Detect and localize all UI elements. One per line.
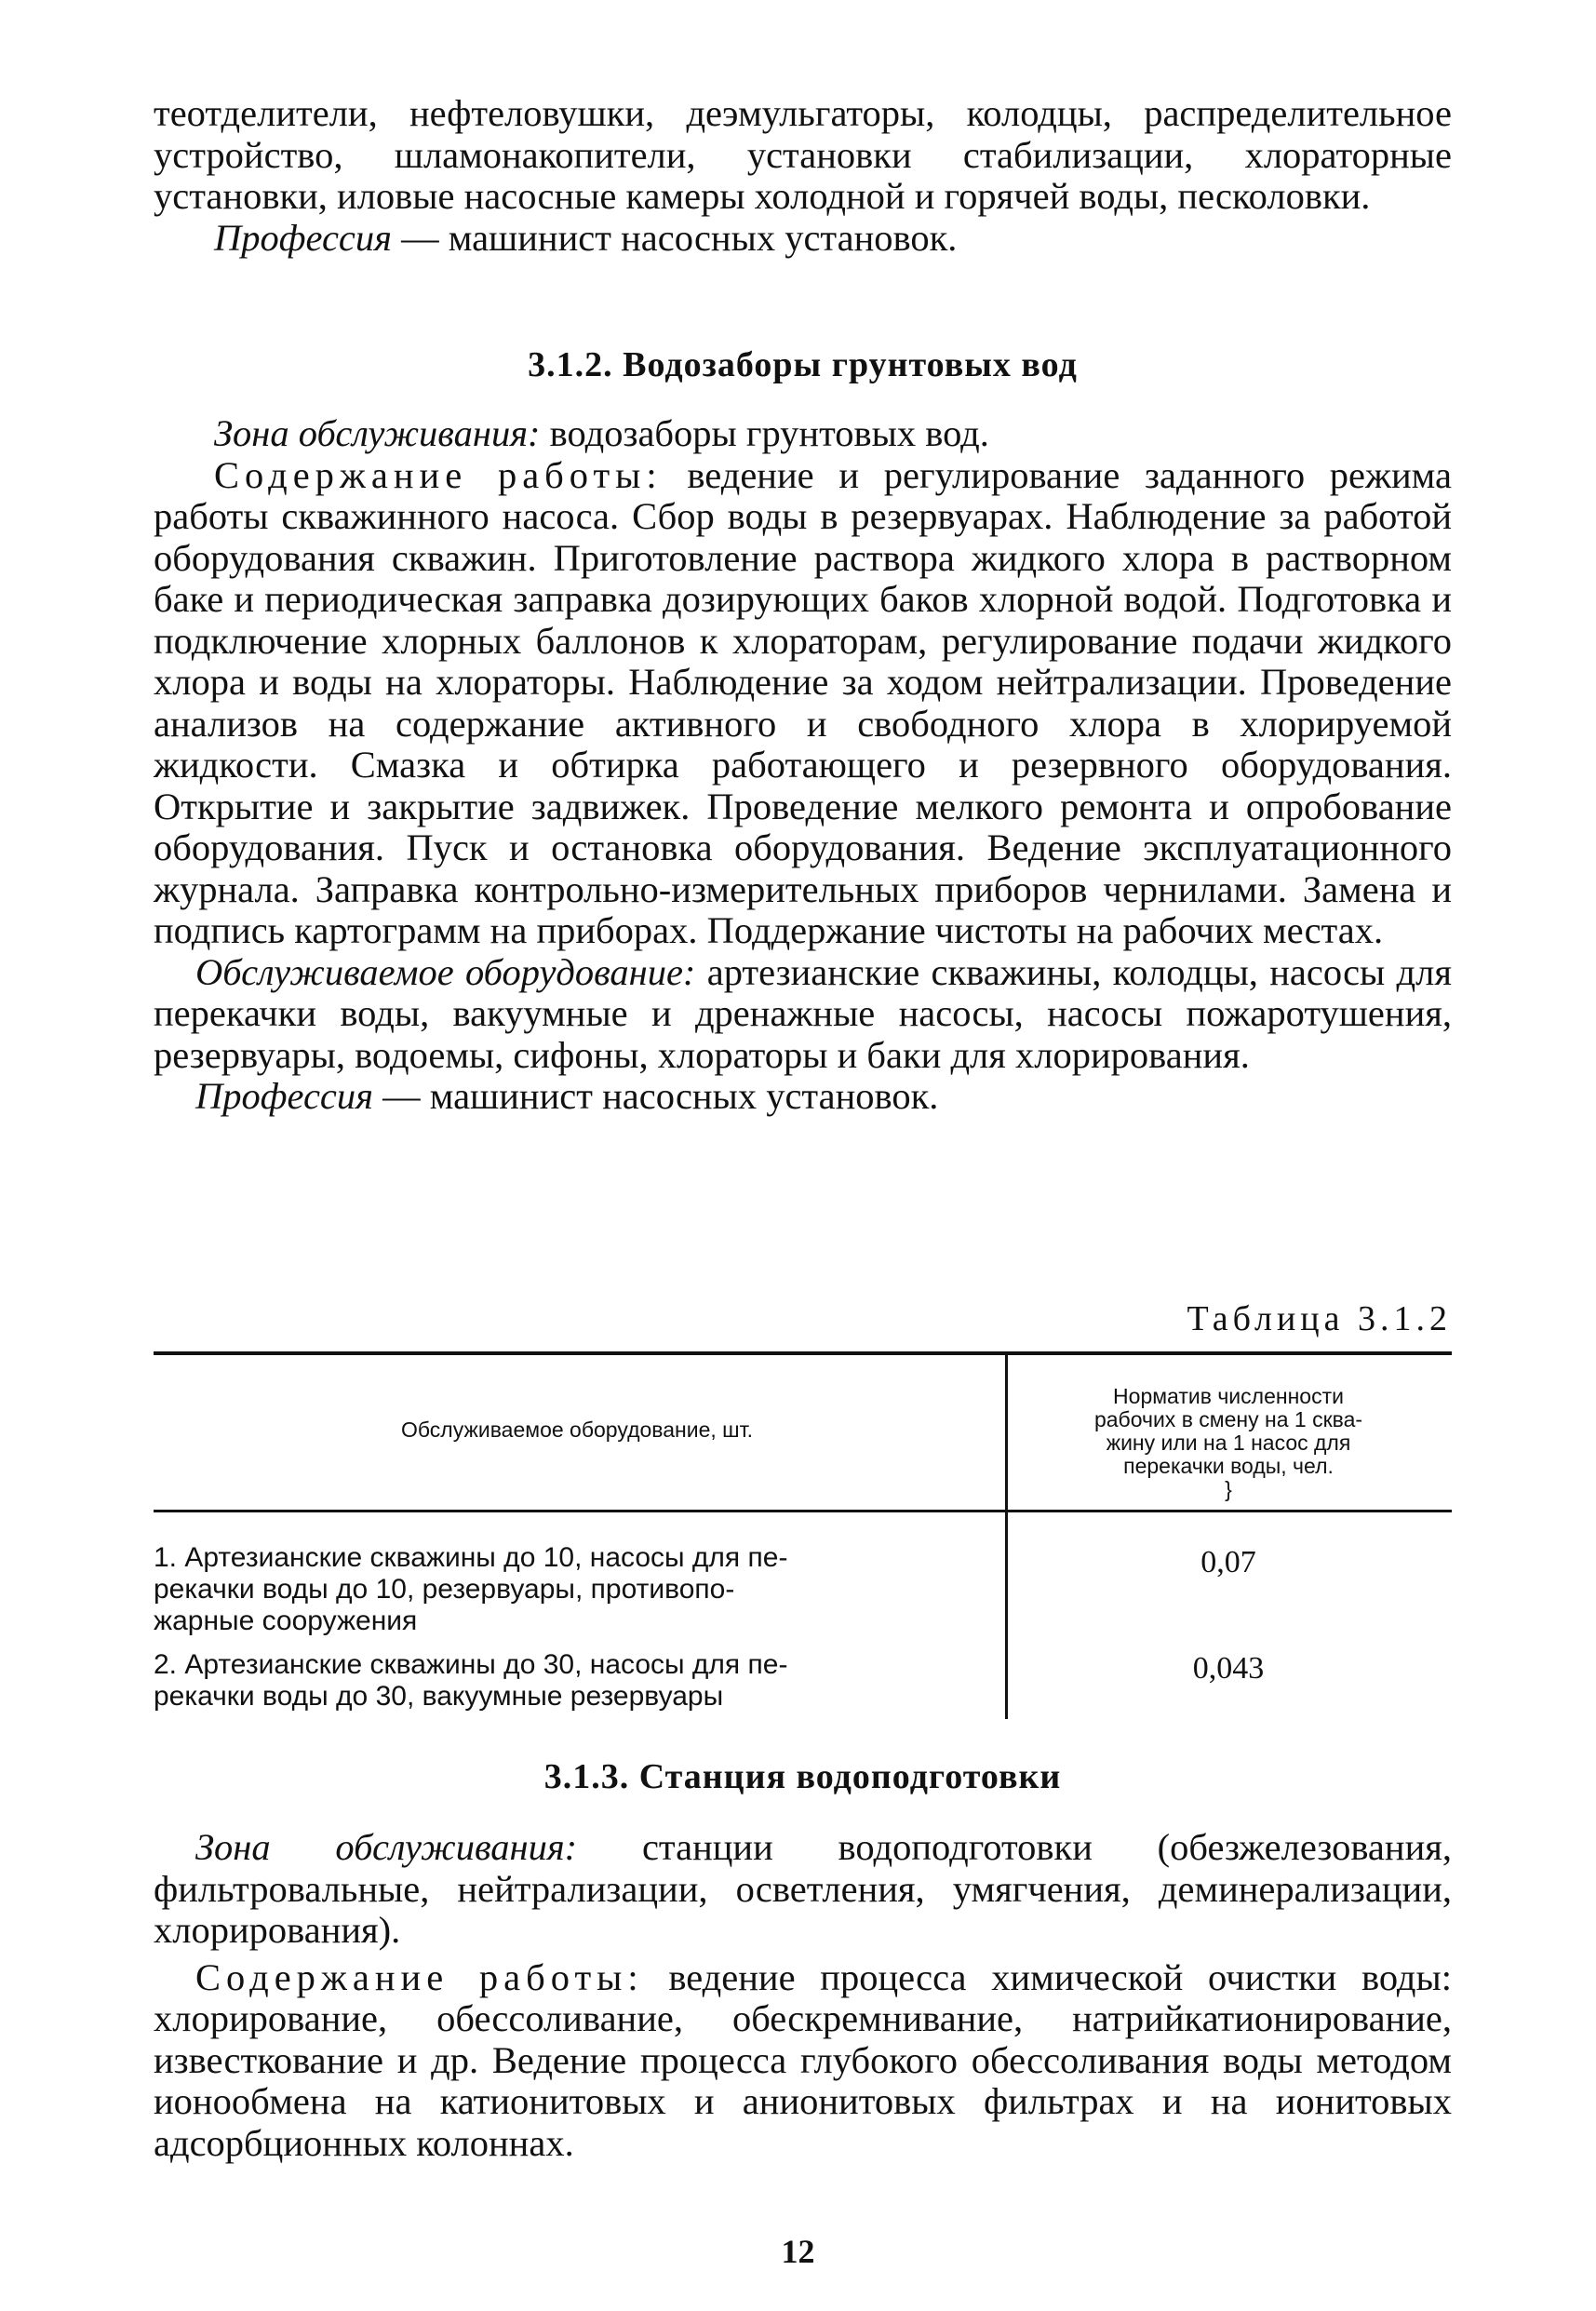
- s2-profession: [154, 1076, 1452, 1118]
- section-3-1-3-heading-block: [154, 1756, 1452, 1797]
- table-col2-header-line: рабочих в смену на 1 сква-: [1093, 1407, 1363, 1431]
- s3-zone-text: станции водоподготовки (обезжелезования, фильтровальные, нейтрализации, осветления, умягчения, деминерализации, хлорирования).: [154, 1826, 1452, 1951]
- section-heading: 3.1.3. Станция водоподготовки: [543, 1757, 1062, 1796]
- s1-profession: [154, 218, 1452, 260]
- s2-zone: [154, 413, 1452, 455]
- section-3-1-3-body: [154, 1827, 1452, 2164]
- page-number: 12: [781, 2233, 815, 2270]
- table-row-line: рекачки воды до 30, вакуумные резервуары: [154, 1681, 724, 1712]
- section-3-1-2-heading-block: [154, 344, 1452, 385]
- top-paragraph: теотделители, нефтеловушки, деэмульгаторы, колодцы, распределительное устройство, шламонакопители, установки стабилизации, хлораторные установки, иловые насосные камеры холодной и горячей воды, песколовки.: [154, 92, 1452, 217]
- s2-content-label: Содержание работы:: [214, 453, 663, 496]
- s2-zone-label: Зона обслуживания:: [214, 412, 541, 454]
- s2-equipment-text: артезианские скважины, колодцы, насосы для перекачки воды, вакуумные и дренажные насосы, насосы пожаротушения, резервуары, водоемы, сифоны, хлораторы и баки для хлорирования.: [154, 950, 1452, 1076]
- top-paragraph-block: [154, 93, 1452, 259]
- table-row-value: 0,043: [1192, 1651, 1265, 1686]
- section-heading: 3.1.2. Водозаборы грунтовых вод: [528, 345, 1078, 384]
- s1-profession-text: — машинист насосных установок.: [391, 216, 958, 259]
- table-row-line: 1. Артезианские скважины до 10, насосы для пе-: [154, 1542, 788, 1573]
- table-header-rule: [154, 1510, 1452, 1512]
- s2-profession-text: — машинист насосных установок.: [372, 1075, 939, 1117]
- s2-profession-label: Профессия: [195, 1075, 373, 1117]
- s2-equipment: [154, 952, 1452, 1077]
- s3-content: [154, 1957, 1452, 2165]
- section-3-1-2-body: [154, 413, 1452, 1118]
- s1-profession-label: Профессия: [214, 216, 392, 259]
- table-3-1-2: [154, 1351, 1452, 1724]
- s2-content: [154, 455, 1452, 952]
- s3-content-text: ведение процесса химической очистки воды: хлорирование, обессоливание, обескремнивание, натрийкатионирование, известкование и др. Ведение процесса глубокого обессоливания воды методом ионообмена на катионитовых и анионитовых фильтрах и на ионитовых адсорбционных колоннах.: [154, 1955, 1452, 2164]
- s2-content-text: ведение и регулирование заданного режима работы скважинного насоса. Сбор воды в резервуарах. Наблюдение за работой оборудования скважин. Приготовление раствора жидкого хлора в растворном баке и периодическая заправка дозирующих баков хлорной водой. Подготовка и подключение хлорных баллонов к хлораторам, регулирование подачи жидкого хлора и воды на хлораторы. Наблюдение за ходом нейтрализации. Проведение анализов на содержание активного и свободного хлора в хлорируемой жидкости. Смазка и обтирка работающего и резервного оборудования. Открытие и закрытие задвижек. Проведение мелкого ремонта и опробование оборудования. Пуск и остановка оборудования. Ведение эксплуатационного журнала. Заправка контрольно-измерительных приборов чернилами. Замена и подпись картограмм на приборах. Поддержание чистоты на рабочих местах.: [154, 453, 1453, 951]
- table-col1-header: Обслуживаемое оборудование, шт.: [401, 1418, 753, 1442]
- s2-equipment-label: Обслуживаемое оборудование:: [195, 950, 696, 993]
- table-col2-header-line: жину или на 1 насос для: [1106, 1431, 1351, 1455]
- table-label: Таблица 3.1.2: [1187, 1299, 1452, 1338]
- table-col2-header: Норматив численности рабочих в смену на 1 сква- жину или на 1 насос для перекачки воды, чел. }: [1010, 1385, 1447, 1501]
- table-top-rule: [154, 1351, 1452, 1355]
- table-col2-header-line: Норматив численности: [1113, 1384, 1344, 1408]
- s2-zone-text: водозаборы грунтовых вод.: [540, 412, 989, 454]
- table-row-line: жарные сооружения: [154, 1606, 418, 1636]
- table-row: [154, 1649, 991, 1713]
- table-row-line: рекачки воды до 10, резервуары, противопо-: [154, 1574, 735, 1605]
- table-row: [154, 1542, 991, 1637]
- table-column-divider: [1005, 1351, 1008, 1719]
- table-row-line: 2. Артезианские скважины до 30, насосы для пе-: [154, 1649, 788, 1680]
- s3-content-label: Содержание работы:: [195, 1955, 644, 1998]
- s3-zone-label: Зона обслуживания:: [195, 1826, 578, 1868]
- table-col2-header-line: перекачки воды, чел.: [1123, 1454, 1334, 1478]
- s3-zone: [154, 1827, 1452, 1952]
- table-row-value: 0,07: [1200, 1545, 1256, 1579]
